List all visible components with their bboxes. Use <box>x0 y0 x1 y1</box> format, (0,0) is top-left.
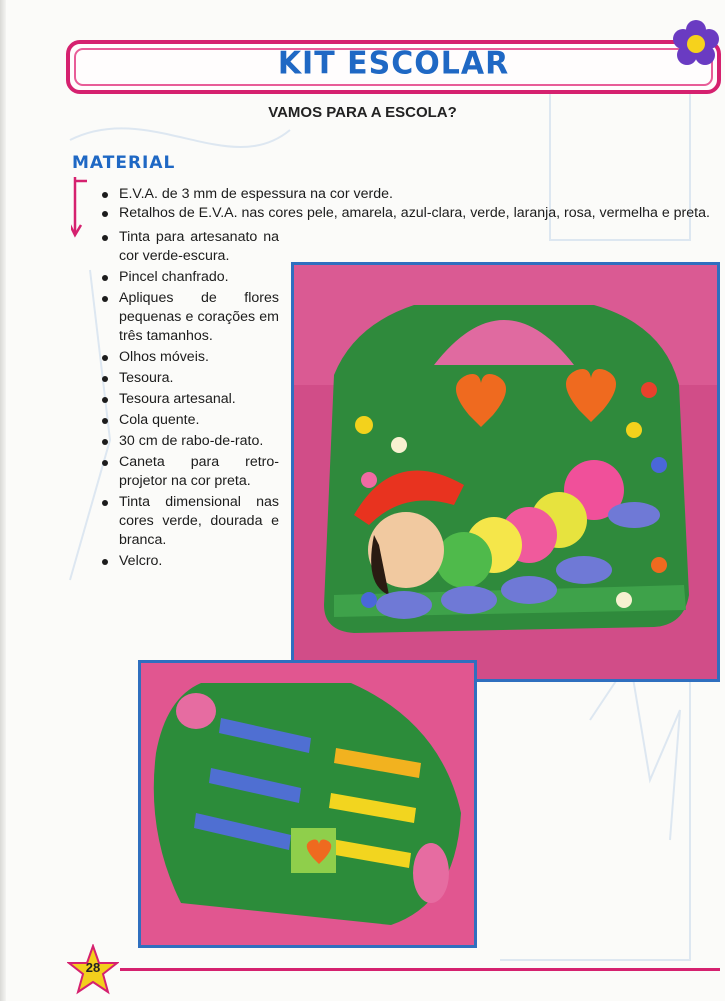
material-heading: MATERIAL <box>72 153 176 173</box>
photo-pencil-case <box>138 660 477 948</box>
page-number: 28 <box>85 960 101 975</box>
arrow-down-icon <box>71 175 91 241</box>
list-item: Caneta para retro-projetor na cor preta. <box>100 453 279 491</box>
list-item: Tesoura artesanal. <box>100 390 279 409</box>
footer-rule <box>120 968 720 971</box>
photo-school-bag <box>291 262 720 682</box>
list-item: Pincel chanfrado. <box>100 268 279 287</box>
page-title: KIT ESCOLAR <box>277 45 510 82</box>
list-item: Tinta dimensional nas cores verde, dourada e branca. <box>100 493 279 550</box>
list-item: Retalhos de E.V.A. nas cores pele, amarela, azul-clara, verde, laranja, rosa, vermelha e preta. <box>100 204 725 223</box>
flower-icon <box>670 18 722 70</box>
list-item: Tinta para artesanato na cor verde-escura. <box>100 228 279 266</box>
list-item: Olhos móveis. <box>100 348 279 367</box>
list-item: E.V.A. de 3 mm de espessura na cor verde. <box>100 185 725 204</box>
list-item: Apliques de flores pequenas e corações em três tamanhos. <box>100 289 279 346</box>
page-subtitle: VAMOS PARA A ESCOLA? <box>268 104 457 121</box>
page-edge <box>0 0 6 1001</box>
list-item: Cola quente. <box>100 411 279 430</box>
list-item: Tesoura. <box>100 369 279 388</box>
title-banner <box>66 40 721 94</box>
list-item: Velcro. <box>100 552 279 571</box>
list-item: 30 cm de rabo-de-rato. <box>100 432 279 451</box>
